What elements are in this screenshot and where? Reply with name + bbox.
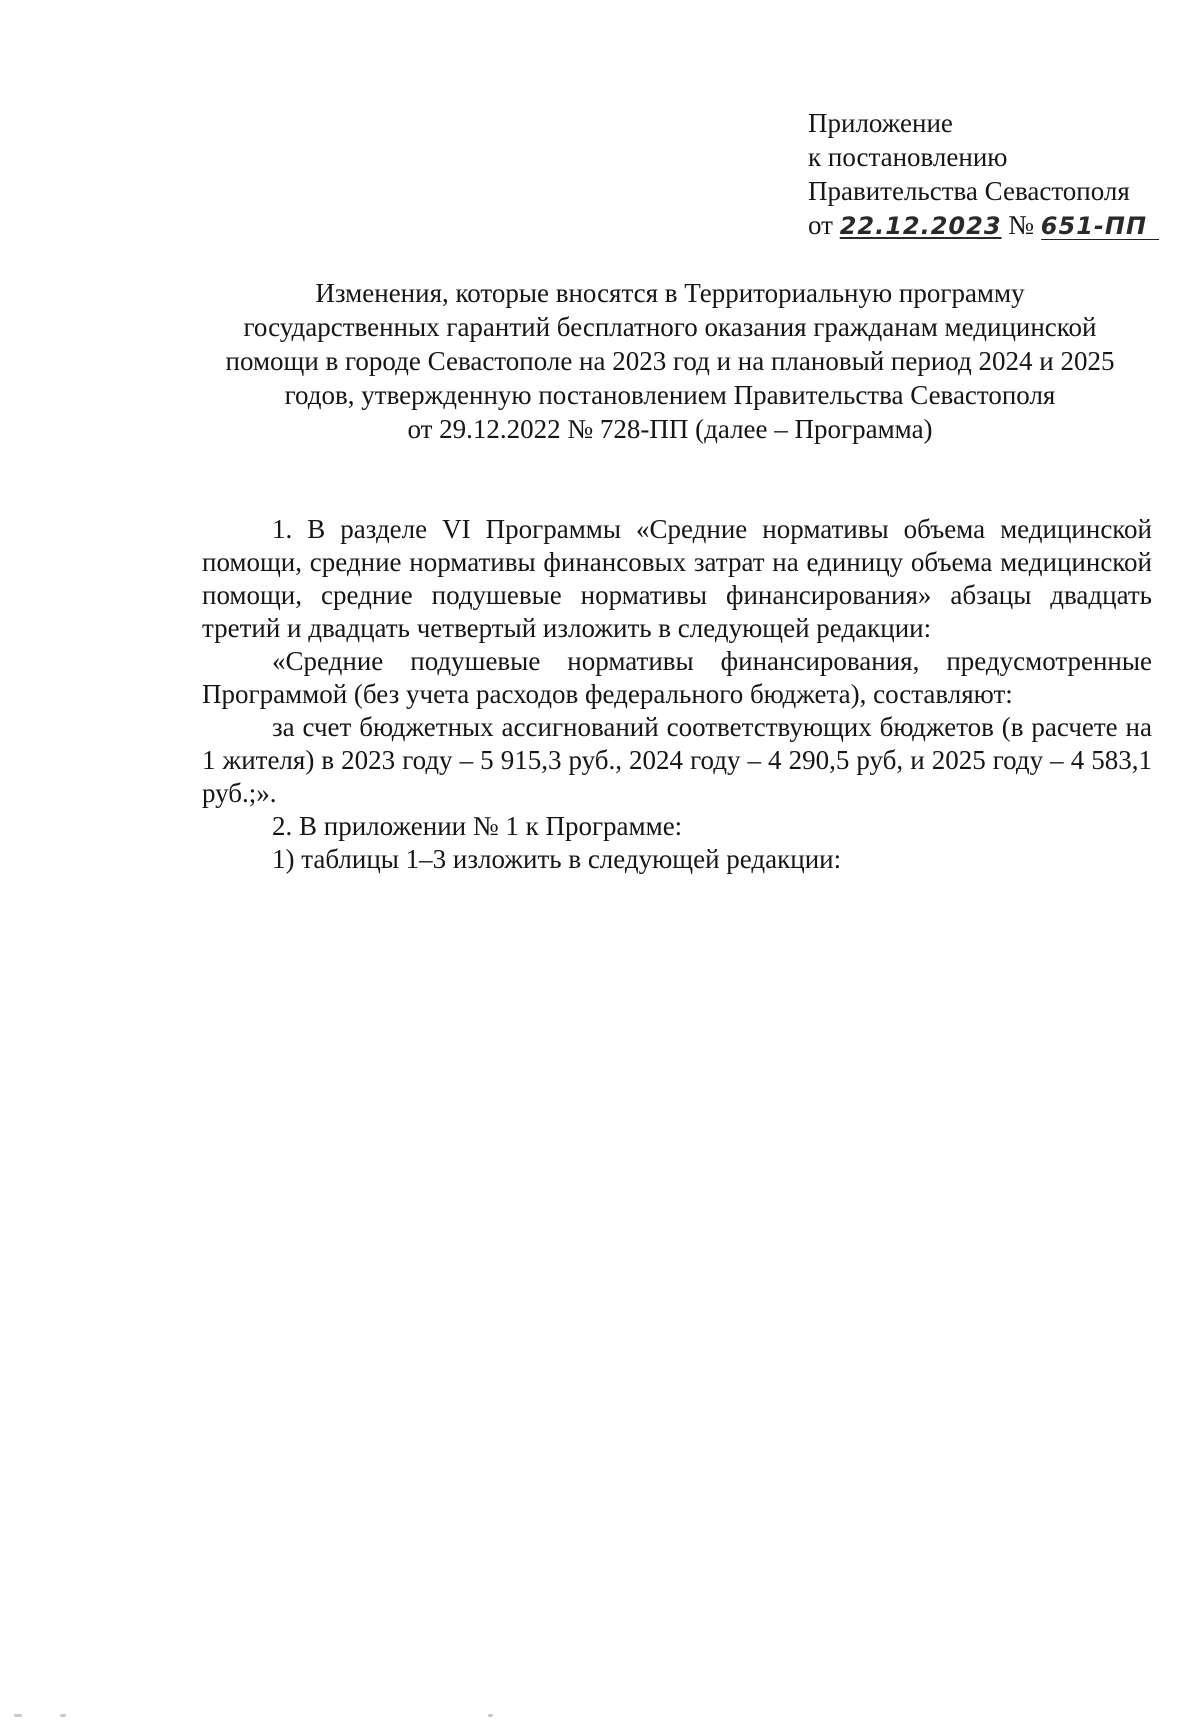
date-prefix: от xyxy=(808,210,833,240)
approval-reference: к постановлению xyxy=(808,142,1008,172)
title-line: государственных гарантий бесплатного оказания гражданам медицинской xyxy=(243,312,1097,342)
title-line: помощи в городе Севастополе на 2023 год и на плановый период 2024 и 2025 xyxy=(225,346,1115,376)
approval-authority: Правительства Севастополя xyxy=(808,176,1130,206)
approval-title: Приложение xyxy=(808,108,953,138)
handwritten-number: 651-ПП xyxy=(1041,213,1159,240)
number-sign: № xyxy=(1008,210,1035,240)
paragraph-budget-amounts: за счет бюджетных ассигнований соответствующих бюджетов (в расчете на 1 жителя) в 2023 году – 5 915,3 руб., 2024 году – 4 290,5 руб, и 2025 году – 4 583,1 руб.;». xyxy=(202,712,1152,808)
paragraph-appendix-1: 2. В приложении № 1 к Программе: xyxy=(272,811,683,841)
paragraph-section-vi: 1. В разделе VI Программы «Средние нормативы объема медицинской помощи, средние нормативы финансовых затрат на единицу объема медицинской помощи, средние подушевые нормативы финансирования» абзацы двадцать третий и двадцать четвертый изложить в следующей редакции: xyxy=(202,514,1152,643)
title-line: годов, утвержденную постановлением Правительства Севастополя xyxy=(284,380,1056,410)
handwritten-date: 22.12.2023 xyxy=(839,212,1002,240)
paragraph-quote-norms: «Средние подушевые нормативы финансирования, предусмотренные Программой (без учета расходов федерального бюджета), составляют: xyxy=(202,646,1152,709)
paragraph-tables: 1) таблицы 1–3 изложить в следующей редакции: xyxy=(272,844,842,874)
title-line: Изменения, которые вносятся в Территориальную программу xyxy=(315,278,1025,308)
document-title xyxy=(190,276,1150,446)
document-body xyxy=(202,513,1152,876)
scan-artifact xyxy=(0,1712,1200,1722)
title-line: от 29.12.2022 № 728-ПП (далее – Программа) xyxy=(407,414,933,444)
approval-block xyxy=(808,106,1168,243)
approval-date-line xyxy=(808,208,1168,243)
